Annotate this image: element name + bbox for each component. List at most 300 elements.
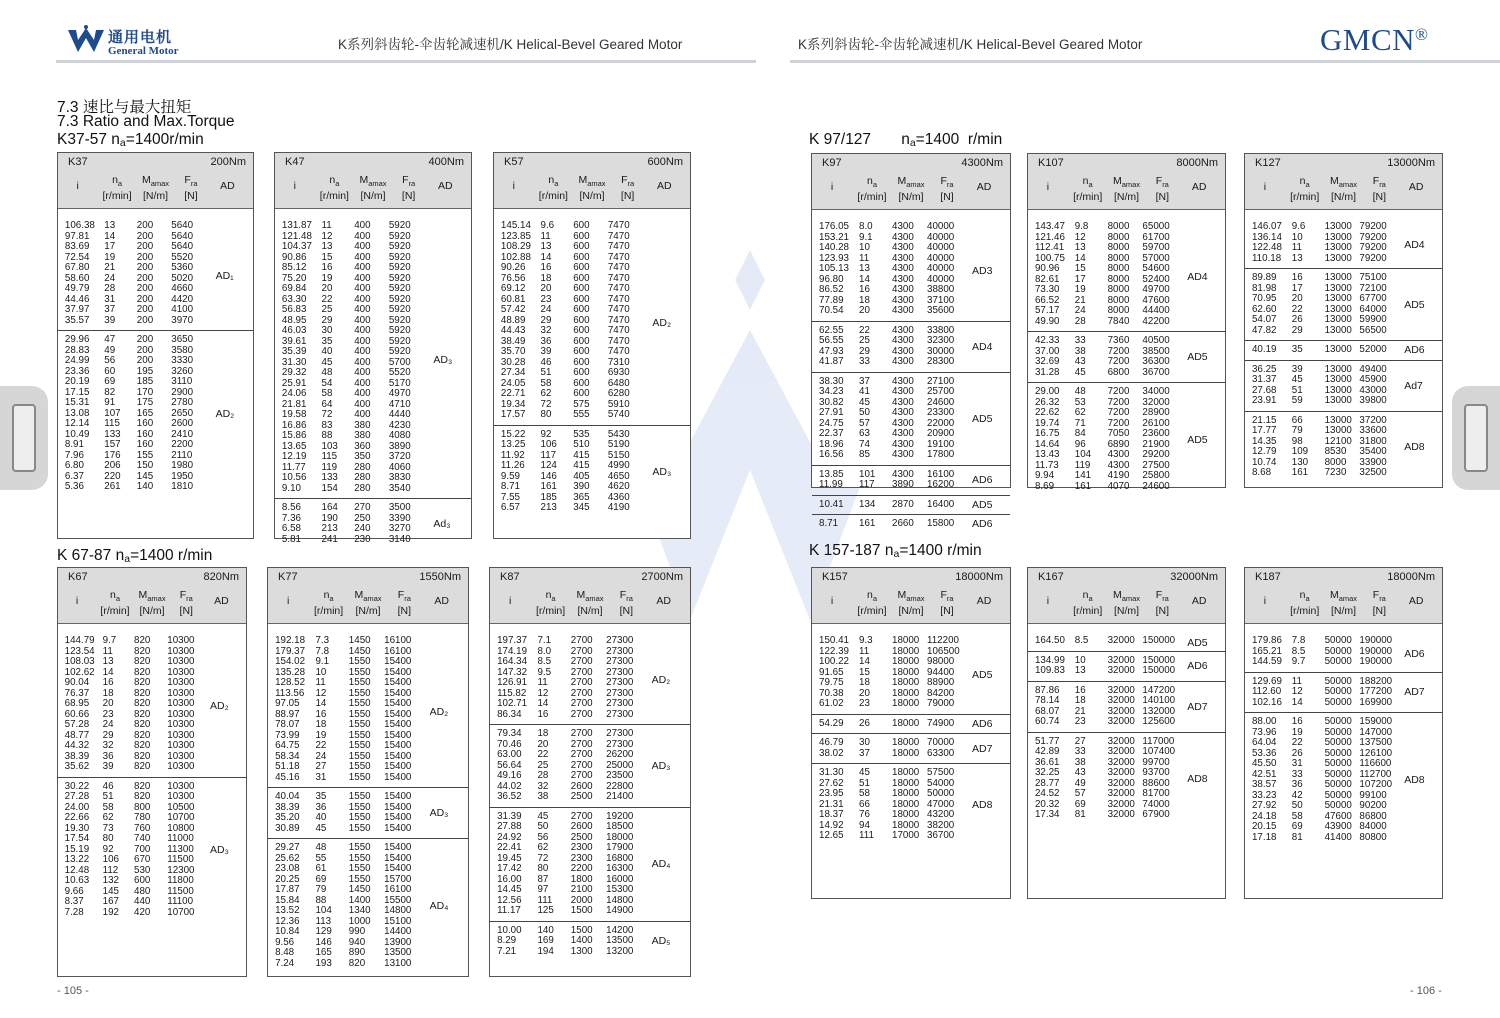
cell-force: 42200 [1142,315,1170,327]
ad-group [1028,681,1225,732]
cell-ratio: 49.16 [497,770,522,781]
cell-ratio: 63.00 [497,749,522,760]
cell-ratio: 60.74 [1034,716,1060,727]
table-body [494,209,690,518]
cell-speed: 51 [540,367,552,378]
cell-force: 6480 [607,377,630,389]
cell-force: 79200 [1359,231,1387,243]
cell-force: 47000 [927,798,955,810]
cell-speed: 80 [540,409,552,420]
cell-speed: 22 [315,740,327,751]
cell-force: 70000 [927,737,955,748]
cell-speed: 12 [1074,231,1086,243]
cell-speed: 85 [859,449,870,460]
cell-ratio: 12.19 [281,451,307,462]
cell-force: 94400 [927,666,955,678]
cell-ratio: 90.26 [500,262,526,273]
table-row [1028,285,1225,296]
cell-speed: 154 [321,482,338,494]
cell-force: 25000 [606,759,634,771]
cell-speed: 14 [540,251,552,263]
cell-torque: 600 [573,367,590,378]
cell-ratio: 15.86 [281,430,307,441]
cell-ratio: 22.66 [64,812,90,823]
cell-torque: 2700 [570,810,593,822]
cell-speed: 169 [537,935,554,946]
cell-speed: 23 [859,698,870,709]
cell-torque: 400 [354,293,371,305]
cell-speed: 27 [1074,735,1086,747]
cell-speed: 176 [104,449,121,461]
cell-speed: 13 [1074,665,1086,676]
cell-force: 10300 [167,729,195,741]
cell-force: 7470 [607,262,630,273]
col-force-label: $F_{ra}$ [N] [179,589,193,618]
ratio-table-k47 [274,152,472,545]
cell-force: 150000 [1142,665,1176,676]
cell-torque: 18000 [892,819,920,831]
cell-torque: 1550 [348,801,371,813]
cell-ratio: 27.68 [1251,384,1277,396]
cell-speed: 23 [540,293,552,305]
table-row [1245,273,1442,284]
cell-ratio: 68.95 [64,698,90,709]
cell-speed: 88 [321,430,333,441]
cell-torque: 1300 [570,945,593,957]
table-row [490,885,690,896]
cell-torque: 32000 [1107,809,1135,820]
cell-torque: 13000 [1324,384,1352,396]
cell-force: 67700 [1359,293,1387,304]
ad-group [1028,651,1225,681]
cell-ratio: 17.87 [275,884,300,895]
cell-ratio: 17.77 [1251,425,1277,436]
cell-speed: 87 [537,873,549,885]
cell-torque: 4300 [892,294,914,306]
cell-ratio: 110.18 [1251,252,1282,264]
cell-force: 27300 [606,687,634,699]
group-title-sub: a [893,548,900,560]
cell-speed: 7.8 [315,645,330,657]
col-ratio-label: i [1046,181,1050,193]
cell-force: 17900 [606,842,634,853]
chapter-tab-right [1452,386,1500,490]
col-ad-label: AD [1191,595,1207,607]
cell-torque: 4300 [892,305,914,316]
cell-ratio: 9.66 [64,885,84,897]
cell-speed: 185 [540,491,557,503]
cell-force: 11500 [167,885,194,897]
cell-speed: 157 [104,439,121,450]
cell-ratio: 19.45 [497,852,522,864]
col-ratio-label: i [1263,595,1267,607]
cell-speed: 29 [1291,324,1303,336]
table-row [268,864,468,875]
ad-group [812,636,1010,714]
cell-torque: 600 [573,335,590,347]
cell-ratio: 67.80 [64,262,90,273]
cell-speed: 91 [104,397,116,408]
cell-torque: 600 [573,230,590,242]
cell-ratio: 12.48 [64,864,90,876]
cell-force: 4660 [171,283,194,294]
cell-force: 5920 [388,251,411,263]
cell-ratio: 6.80 [64,460,84,471]
table-header [1028,568,1225,624]
cell-force: 17800 [927,449,955,460]
cell-torque: 18000 [892,737,920,748]
cell-torque: 820 [134,645,151,657]
cell-force: 26100 [1142,417,1170,429]
cell-force: 84200 [927,687,955,699]
cell-torque: 820 [134,761,151,772]
cell-torque: 4300 [892,396,914,408]
cell-torque: 600 [573,293,590,305]
cell-force: 3650 [171,334,194,345]
cell-force: 4060 [388,461,411,473]
cell-speed: 56 [537,831,549,843]
ratio-table-k187 [1244,567,1443,899]
cell-torque: 8000 [1107,242,1130,253]
cell-ratio: 88.97 [275,708,300,720]
cell-torque: 32000 [1107,635,1135,646]
cell-torque: 8000 [1324,456,1347,468]
cell-ratio: 38.39 [275,801,300,813]
cell-speed: 31 [104,293,116,305]
cell-torque: 2600 [570,821,593,832]
table-row [490,822,690,833]
cell-ratio: 13.65 [281,440,307,452]
cell-ratio: 8.48 [275,947,295,958]
table-row [812,429,1010,440]
cell-force: 5020 [171,272,194,284]
cell-ratio: 57.42 [500,304,526,315]
cell-force: 30000 [927,345,955,357]
cell-ratio: 105.13 [819,263,849,274]
cell-torque: 1550 [348,771,371,783]
cell-ratio: 9.10 [281,482,301,494]
cell-force: 112700 [1359,768,1392,780]
table-header [268,568,468,624]
cell-torque: 2200 [570,863,593,874]
cell-ratio: 8.68 [1251,467,1272,478]
table-row [58,482,253,493]
cell-speed: 8.5 [1291,645,1306,657]
cell-force: 20900 [927,428,955,439]
cell-ratio: 17.15 [64,386,90,398]
cell-ratio: 57.17 [1034,305,1060,316]
cell-speed: 36 [540,335,552,347]
cell-ratio: 83.69 [64,241,90,252]
cell-torque: 600 [573,325,590,336]
cell-speed: 24 [1074,305,1086,316]
table-row [58,855,246,866]
cell-torque: 185 [136,376,154,387]
ad-group [1245,411,1442,483]
cell-force: 5190 [607,439,630,450]
col-speed-label: $n_a$ [r/min] [538,174,568,203]
cell-force: 10300 [167,687,195,699]
cell-torque: 13000 [1324,414,1352,426]
cell-force: 15400 [384,842,412,853]
cell-speed: 19 [315,729,327,741]
cell-ratio: 40.19 [1251,344,1277,355]
cell-torque: 7840 [1107,315,1130,327]
cell-force: 34000 [1142,386,1170,397]
cell-torque: 2700 [570,656,593,667]
cell-speed: 22 [321,293,333,305]
cell-speed: 41 [859,386,870,397]
cell-force: 190000 [1359,645,1393,657]
cell-ratio: 97.81 [64,230,90,242]
col-torque-label: $M_{amax}$ [N/m] [359,174,387,203]
cell-speed: 45 [1291,374,1303,385]
cell-force: 15400 [384,812,412,823]
group-title-suffix: =1400 r/min [899,542,982,559]
cell-ratio: 100.75 [1034,252,1065,264]
cell-force: 10500 [167,801,195,813]
table-header [494,153,690,209]
cell-force: 5360 [171,262,194,273]
ad-size-label: AD₃ [210,843,229,856]
cell-ratio: 6.57 [500,502,520,513]
cell-force: 27300 [606,738,634,750]
ad-group [812,763,1010,846]
cell-torque: 1000 [348,915,371,927]
cell-torque: 1550 [348,687,371,699]
cell-torque: 1550 [348,750,371,762]
cell-force: 3500 [388,502,411,513]
cell-force: 27300 [606,698,634,709]
cell-force: 7470 [607,230,630,242]
cell-torque: 600 [573,272,590,284]
cell-force: 88600 [1142,777,1170,789]
col-ratio-label: i [287,595,290,607]
cell-speed: 57 [859,417,870,429]
ad-group [275,498,471,549]
ad-size-label: AD₅ [651,935,671,948]
cell-force: 27300 [606,635,634,646]
cell-force: 5520 [171,251,194,263]
ad-size-label: AD6 [1404,344,1425,357]
cell-speed: 49 [1074,777,1086,789]
cell-speed: 61 [315,863,327,874]
cell-speed: 51 [1291,384,1303,396]
cell-force: 7470 [607,314,630,326]
cell-torque: 18000 [892,635,920,646]
cell-ratio: 22.37 [819,428,844,439]
cell-speed: 31 [1291,758,1303,769]
table-row [1028,222,1225,233]
cell-ratio: 12.36 [275,915,300,927]
cell-torque: 2660 [892,518,914,529]
cell-torque: 350 [354,451,371,462]
cell-ratio: 13.08 [64,407,90,419]
cell-ratio: 22.41 [497,842,522,853]
cell-speed: 64 [321,398,333,410]
table-row [58,356,253,367]
cell-torque: 380 [354,430,371,441]
cell-speed: 69 [315,873,327,885]
cell-force: 72100 [1359,282,1387,294]
cell-speed: 82 [104,386,116,398]
gear-motor-icon [12,404,36,472]
cell-ratio: 108.29 [500,241,531,252]
cell-torque: 170 [136,386,154,398]
col-torque-label: $M_{amax}$ [N/m] [1112,175,1141,204]
table-max-torque: 18000Nm [1387,571,1435,583]
cell-speed: 33 [1074,335,1086,346]
cell-ratio: 14.64 [1034,438,1060,450]
cell-ratio: 31.30 [819,767,844,778]
table-row [58,657,246,668]
cell-speed: 104 [315,905,332,916]
cell-torque: 4300 [892,375,914,387]
cell-speed: 14 [315,698,327,709]
cell-ratio: 40.04 [275,791,300,802]
cell-torque: 4300 [892,273,914,285]
cell-ratio: 77.89 [819,294,844,306]
cell-speed: 46 [540,356,552,368]
cell-force: 15400 [384,761,412,772]
cell-torque: 1550 [348,842,371,853]
table-row [58,813,246,824]
cell-force: 15300 [606,884,634,895]
cell-force: 67900 [1142,809,1170,820]
table-body [1028,624,1225,825]
table-row [812,450,1010,461]
header-divider-left [56,60,756,63]
table-row [58,792,246,803]
cell-ratio: 78.07 [275,719,300,730]
cell-torque: 7200 [1107,345,1130,357]
cell-speed: 9.8 [1074,221,1089,232]
cell-torque: 820 [134,719,151,730]
cell-torque: 230 [354,533,371,545]
cell-ratio: 121.46 [1034,231,1065,243]
cell-torque: 13000 [1324,303,1352,315]
cell-force: 38500 [1142,345,1170,357]
table-row [1028,387,1225,398]
cell-speed: 16 [315,708,327,720]
header-divider-right [790,60,1500,63]
cell-speed: 12 [537,687,549,699]
cell-force: 40000 [927,252,955,264]
cell-torque: 41400 [1324,831,1352,843]
cell-torque: 2700 [570,666,593,678]
table-row [490,792,690,803]
cell-torque: 200 [136,283,154,294]
col-ratio-label: i [509,595,512,607]
col-ad-label: AD [1408,595,1424,607]
cell-speed: 16 [1291,716,1303,727]
cell-torque: 8000 [1107,221,1130,232]
cell-ratio: 48.77 [64,729,90,741]
cell-speed: 25 [859,335,870,346]
cell-ratio: 140.28 [819,242,849,253]
ratio-table-k57 [493,152,691,539]
col-torque-label: $M_{amax}$ [N/m] [354,589,382,618]
cell-ratio: 122.39 [819,645,849,657]
table-max-torque: 18000Nm [955,571,1003,583]
cell-force: 15700 [384,873,412,885]
table-row [58,430,253,441]
cell-torque: 600 [573,304,590,315]
cell-torque: 8000 [1107,263,1130,274]
col-speed-label: $n_a$ [r/min] [1290,175,1320,204]
cell-speed: 28 [537,770,549,781]
table-model: K97 [822,157,842,169]
cell-force: 25800 [1142,470,1170,481]
cell-torque: 7200 [1107,417,1130,429]
table-row [1245,822,1442,833]
cell-torque: 17000 [892,830,920,841]
gmcn-logo [1320,22,1428,58]
cell-ratio: 126.91 [497,677,528,688]
table-row [494,410,690,421]
cell-force: 3720 [388,451,411,462]
cell-speed: 206 [104,460,121,471]
table-row [58,305,253,316]
cell-force: 7470 [607,304,630,315]
cell-torque: 820 [134,666,151,678]
cell-torque: 280 [354,461,371,473]
cell-torque: 6890 [1107,438,1130,450]
cell-ratio: 42.89 [1034,746,1060,757]
cell-speed: 111 [859,830,874,841]
ad-group [490,724,690,807]
cell-speed: 13 [102,656,114,667]
cell-torque: 990 [348,926,366,937]
table-row [1028,810,1225,821]
cell-speed: 193 [315,957,332,969]
cell-speed: 37 [104,304,116,315]
cell-speed: 16 [1291,272,1303,283]
group-title-suffix: =1400 r/min [915,131,1003,148]
col-ad-label: AD [220,180,235,192]
col-ad-label: AD [1408,181,1424,193]
cell-torque: 18000 [892,777,920,789]
cell-force: 7470 [607,293,630,305]
cell-torque: 1500 [570,905,593,916]
cell-ratio: 45.16 [275,771,300,783]
cell-force: 37200 [1359,414,1387,426]
cell-torque: 800 [134,801,151,813]
cell-force: 27300 [606,645,634,657]
cell-ratio: 25.91 [281,377,307,389]
cell-torque: 2700 [570,687,593,699]
cell-torque: 7200 [1107,386,1130,397]
cell-torque: 155 [136,449,154,461]
table-row [58,419,253,430]
cell-force: 10300 [167,645,195,657]
cell-force: 90200 [1359,800,1387,811]
cell-ratio: 35.39 [281,346,307,357]
ad-group [58,777,246,923]
cell-ratio: 11.26 [500,460,525,471]
cell-force: 15400 [384,791,412,802]
cell-ratio: 57.28 [64,719,90,730]
cell-speed: 62 [537,842,549,853]
table-model: K157 [822,571,848,583]
table-row [268,938,468,949]
cell-ratio: 10.63 [64,875,90,886]
table-max-torque: 600Nm [647,156,683,168]
table-max-torque: 13000Nm [1387,157,1435,169]
cell-force: 74000 [1142,798,1170,810]
cell-torque: 4300 [1107,449,1130,460]
col-torque-label: $M_{amax}$ [N/m] [138,589,166,618]
